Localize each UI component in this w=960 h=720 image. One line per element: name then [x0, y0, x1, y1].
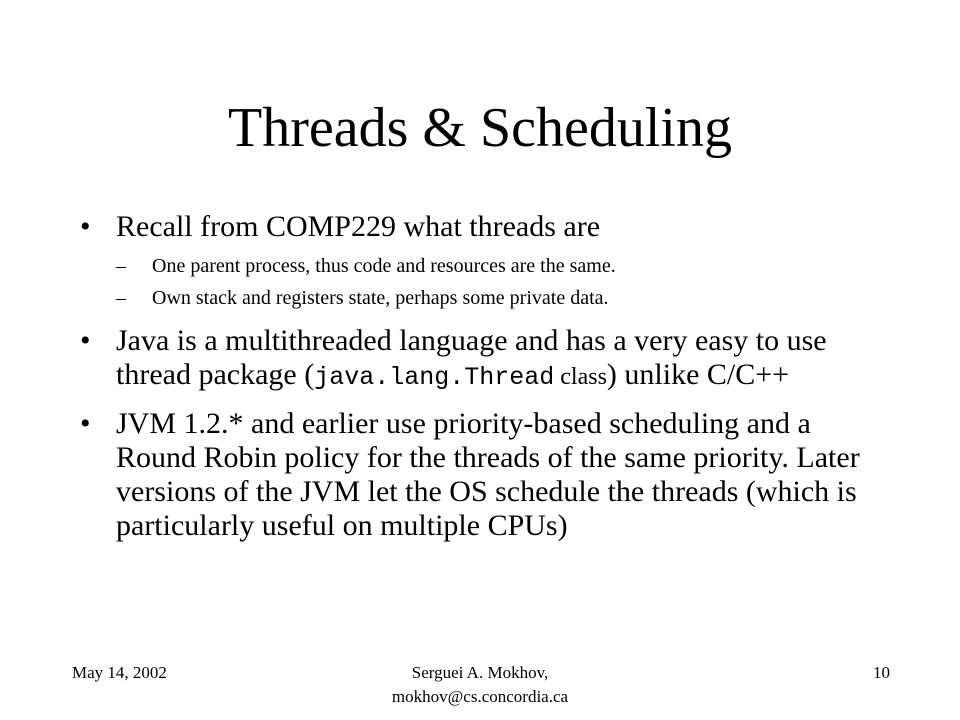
sub-bullet-text: Own stack and registers state, perhaps some private data.	[152, 287, 609, 309]
class-word: class	[554, 364, 607, 390]
footer-author-block	[330, 661, 630, 709]
footer-date: May 14, 2002	[72, 663, 167, 682]
dash-mark: –	[116, 287, 126, 309]
bullet-text-end: ) unlike C/C++	[606, 358, 790, 391]
page-number: 10	[873, 663, 890, 682]
bullet-text: JVM 1.2.* and earlier use priority-based scheduling and a Round Robin policy for the threads of the same priority. Later versions of the JVM let the OS schedule the threads (which is particularly useful on multiple CPUs)	[116, 407, 860, 542]
slide-title: Threads & Scheduling	[228, 97, 732, 159]
bullet-text: Recall from COMP229 what threads are	[116, 210, 601, 243]
bullet-mark: •	[80, 210, 91, 243]
sub-bullet-text: One parent process, thus code and resources are the same.	[152, 255, 616, 277]
bullet-item	[80, 324, 880, 395]
bullet-item	[80, 210, 880, 314]
bullet-list	[80, 210, 880, 543]
bullet-mark: •	[80, 324, 91, 357]
footer-author: Serguei A. Mokhov,	[411, 663, 549, 682]
bullet-text-start: Java is a multithreaded language and has a very easy to use thread package (	[116, 324, 827, 391]
dash-mark: –	[116, 255, 126, 277]
sub-bullet-item	[116, 282, 880, 314]
code-text: java.lang.Thread	[314, 363, 555, 392]
footer-email: mokhov@cs.concordia.ca	[391, 687, 569, 706]
bullet-mark: •	[80, 407, 91, 440]
bullet-item	[80, 407, 880, 543]
sub-bullet-item	[116, 250, 880, 282]
sub-bullet-list	[116, 250, 880, 314]
